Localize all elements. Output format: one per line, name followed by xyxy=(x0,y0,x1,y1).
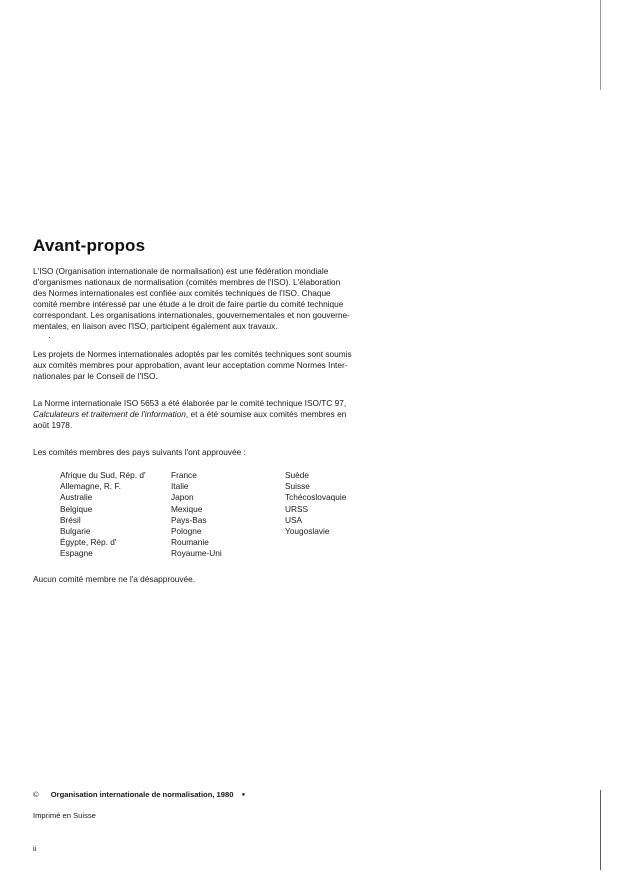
country-item: Tchécoslovaquie xyxy=(285,492,347,503)
text-line: mentales, en liaison avec l'ISO, participent également aux travaux. xyxy=(33,321,278,332)
text-line: comité membre intéressé par une étude a le droit de faire partie du comité technique xyxy=(33,299,344,310)
text-line: aux comités membres pour approbation, avant leur acceptation comme Normes Inter- xyxy=(33,360,348,371)
paragraph-approving-members: Les comités membres des pays suivants l'ont approuvée : xyxy=(33,447,246,457)
scan-speck xyxy=(49,337,50,338)
paragraph-draft-approval xyxy=(33,349,379,382)
committee-title-italic: Calculateurs et traitement de l'information xyxy=(33,409,186,420)
country-column-1 xyxy=(60,470,146,560)
country-item: Roumanie xyxy=(171,537,209,548)
copyright-text: Organisation internationale de normalisation, 1980 xyxy=(50,790,234,799)
country-item: Brésil xyxy=(60,514,81,525)
text-fragment: , et a été soumise aux comités membres en xyxy=(185,409,347,420)
country-item: URSS xyxy=(285,503,309,514)
country-item: Australie xyxy=(60,492,93,503)
text-line: août 1978. xyxy=(33,420,73,431)
paragraph-iso-intro xyxy=(33,266,379,333)
paragraph-standard-origin xyxy=(33,398,379,431)
copyright-icon: © xyxy=(33,790,39,799)
country-item: Espagne xyxy=(60,548,93,559)
copyright-notice xyxy=(33,789,245,801)
country-item: Suède xyxy=(285,470,309,480)
country-item: Bulgarie xyxy=(60,526,91,537)
country-column-3 xyxy=(285,470,346,537)
text-line: L'ISO (Organisation internationale de normalisation) est une fédération mondiale xyxy=(33,266,329,276)
country-item: France xyxy=(171,470,197,480)
scan-edge-line-top xyxy=(600,0,601,90)
text-line: Les projets de Normes internationales adoptés par les comités techniques sont soumis xyxy=(33,349,352,359)
page-number: ii xyxy=(33,844,37,853)
section-heading: Avant-propos xyxy=(33,236,146,255)
scan-edge-line-bottom xyxy=(600,790,601,870)
country-item: Japon xyxy=(171,492,194,503)
country-column-2 xyxy=(171,470,222,560)
paragraph-no-disapproval: Aucun comité membre ne l'a désapprouvée. xyxy=(33,574,196,584)
country-item: Allemagne, R. F. xyxy=(60,481,121,492)
country-item: Mexique xyxy=(171,503,203,514)
text-line xyxy=(33,409,379,420)
country-item: Égypte, Rép. d' xyxy=(60,537,117,548)
country-item: Pologne xyxy=(171,526,202,537)
country-item: Yougoslavie xyxy=(285,526,330,537)
country-item: Belgique xyxy=(60,503,93,514)
imprint-line: Imprimé en Suisse xyxy=(33,811,96,820)
country-item: Royaume-Uni xyxy=(171,548,222,559)
country-item: Suisse xyxy=(285,481,310,492)
text-line: des Normes internationales est confiée aux comités techniques de l'ISO. Chaque xyxy=(33,288,331,299)
country-item: Afrique du Sud, Rép. d' xyxy=(60,470,146,480)
country-item: Pays-Bas xyxy=(171,514,207,525)
country-item: Italie xyxy=(171,481,189,492)
country-item: USA xyxy=(285,514,303,525)
text-line: La Norme internationale ISO 5653 a été élaborée par le comité technique ISO/TC 97, xyxy=(33,398,347,408)
text-line: nationales par le Conseil de l'ISO. xyxy=(33,371,158,382)
text-line: d'organismes nationaux de normalisation (comités membres de l'ISO). L'élaboration xyxy=(33,277,341,288)
text-line: correspondant. Les organisations internationales, gouvernementales et non gouverne- xyxy=(33,310,350,321)
bullet-icon: ● xyxy=(241,792,246,798)
